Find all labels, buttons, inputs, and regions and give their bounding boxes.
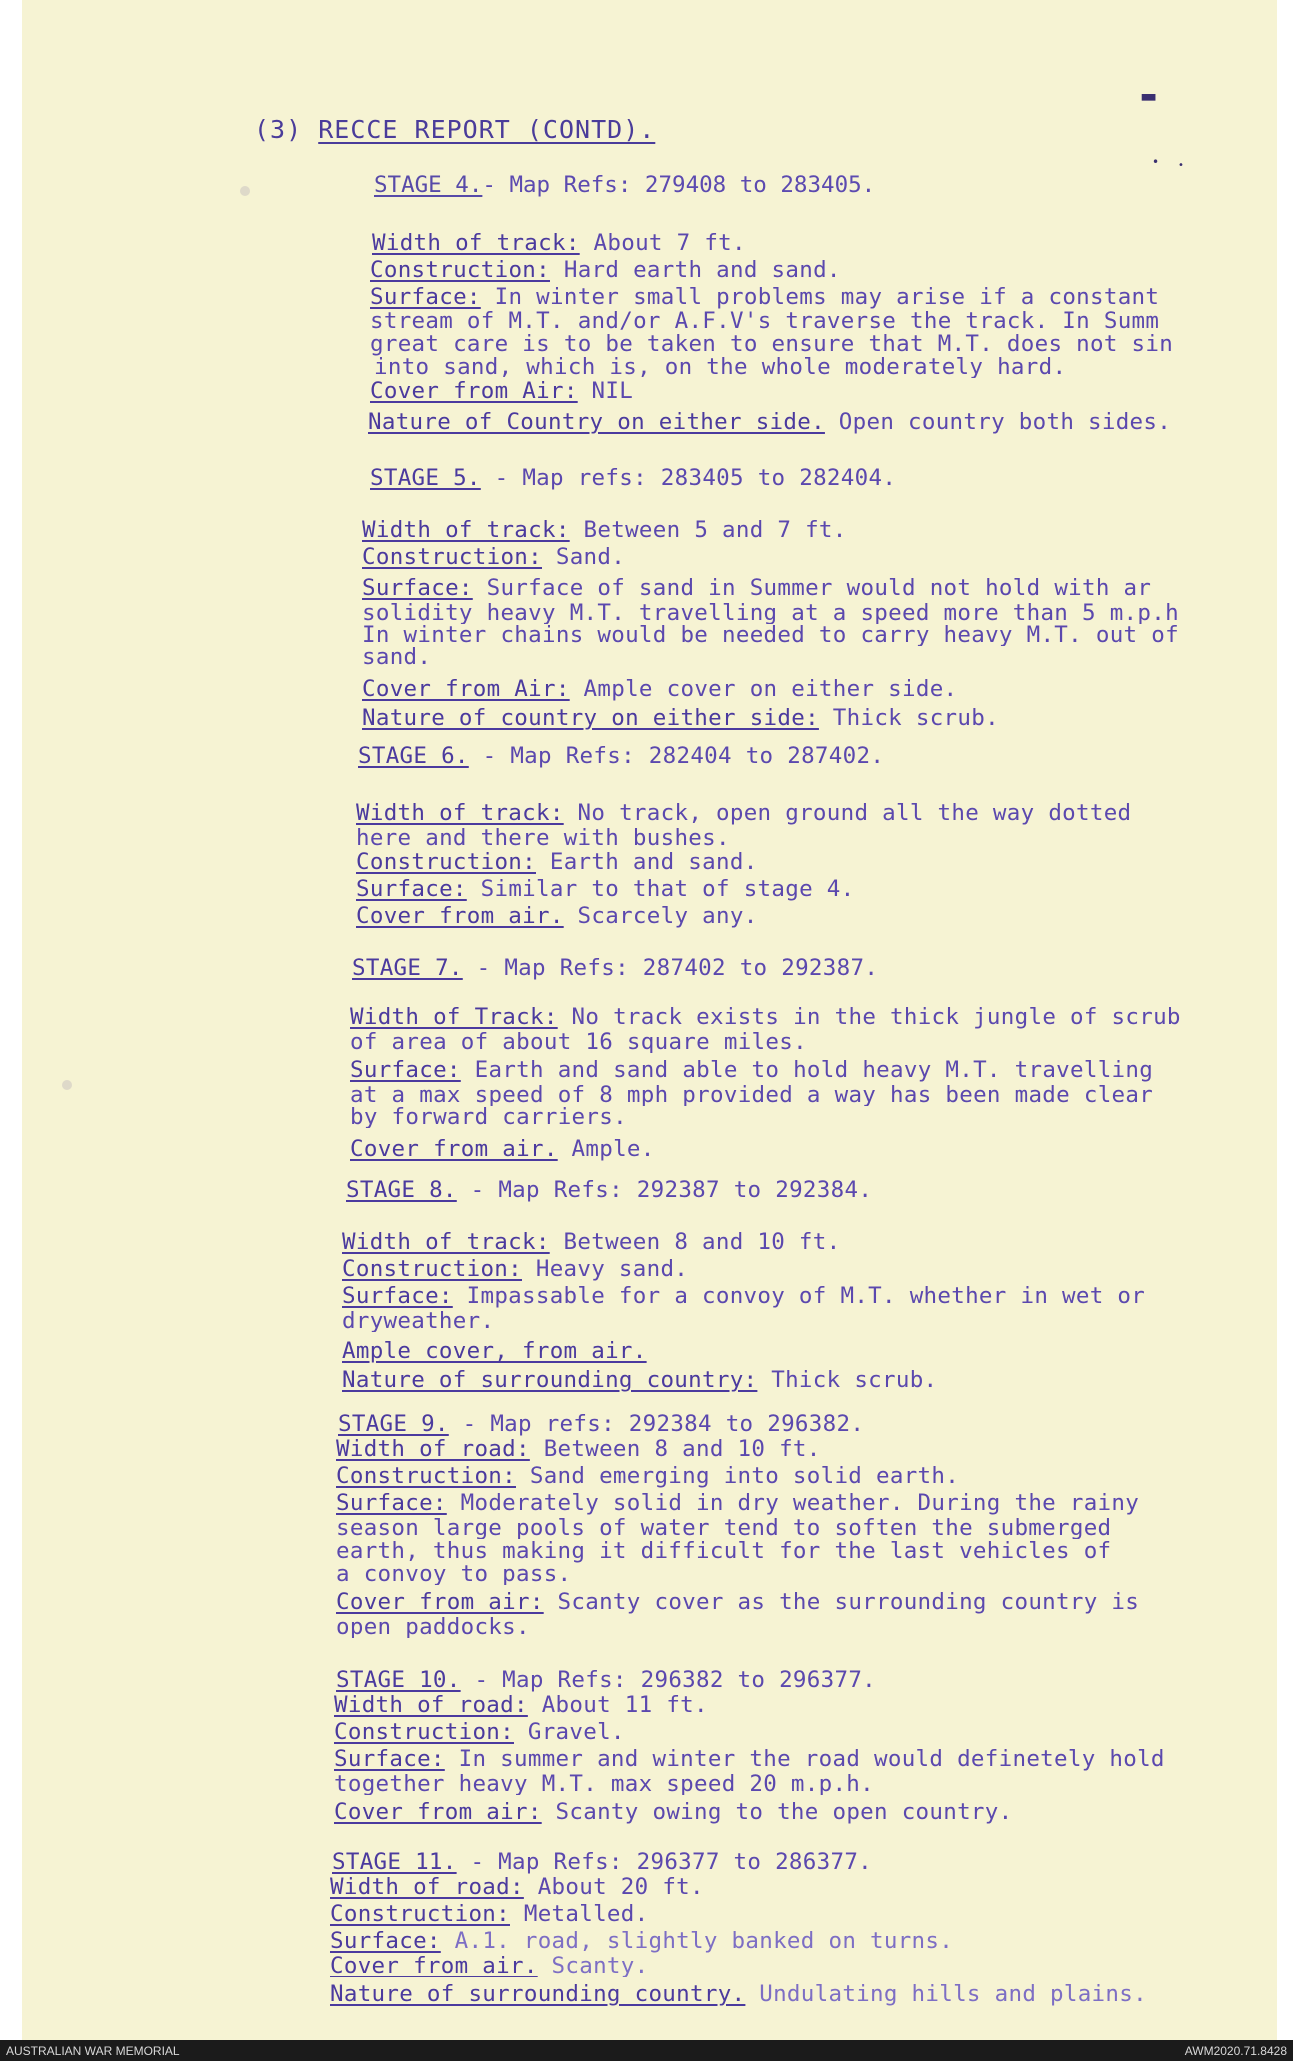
stage-9 bbox=[338, 1411, 1277, 1438]
text-line bbox=[336, 1616, 1277, 1638]
field-label: Surface: bbox=[356, 876, 467, 902]
text-line bbox=[356, 800, 1277, 827]
field-value: Impassable for a convoy of M.T. whether in wet or bbox=[452, 1283, 1146, 1309]
ink-dot: • bbox=[1178, 160, 1184, 171]
stage-5 bbox=[370, 465, 1277, 492]
field-value: About 7 ft. bbox=[579, 230, 746, 256]
field-label: Width of track: bbox=[342, 1229, 550, 1255]
text-line bbox=[342, 1367, 1277, 1394]
field-label: Construction: bbox=[370, 257, 550, 283]
stage-title bbox=[352, 955, 1277, 982]
field-label: Width of road: bbox=[330, 1874, 524, 1900]
text-line bbox=[342, 1256, 1277, 1283]
text-line bbox=[362, 575, 1277, 602]
field-label: Cover from Air: bbox=[370, 378, 578, 404]
field-label: Construction: bbox=[342, 1256, 522, 1282]
stage-refs: - Map Refs: 296382 to 296377. bbox=[460, 1667, 877, 1693]
pen-mark: ▬ bbox=[1140, 86, 1158, 107]
stage-9-body bbox=[336, 1436, 1277, 1638]
text-line bbox=[334, 1799, 1277, 1826]
text-line bbox=[336, 1589, 1277, 1616]
text-line bbox=[330, 1874, 1277, 1901]
stage-label: STAGE 10. bbox=[336, 1667, 461, 1693]
stage-10 bbox=[336, 1667, 1277, 1694]
field-value: by forward carriers. bbox=[350, 1106, 627, 1128]
stage-label: STAGE 8. bbox=[346, 1177, 457, 1203]
stage-title bbox=[374, 172, 1277, 199]
field-value: Scanty owing to the open country. bbox=[541, 1799, 1013, 1825]
field-value: open paddocks. bbox=[336, 1616, 530, 1638]
text-line bbox=[362, 544, 1277, 571]
field-value: a convoy to pass. bbox=[336, 1563, 572, 1585]
field-value: here and there with bushes. bbox=[356, 827, 730, 849]
field-value: Heavy sand. bbox=[522, 1256, 689, 1282]
stage-refs: - Map Refs: 292387 to 292384. bbox=[456, 1177, 873, 1203]
field-label: Cover from air: bbox=[334, 1799, 542, 1825]
field-label: Nature of surrounding country: bbox=[342, 1367, 758, 1393]
field-value: sand. bbox=[362, 646, 432, 668]
field-label: Surface: bbox=[350, 1057, 461, 1083]
text-line bbox=[334, 1773, 1277, 1795]
text-line bbox=[362, 646, 1277, 668]
field-value: solidity heavy M.T. travelling at a speed more than 5 m.p.h bbox=[362, 602, 1179, 624]
text-line bbox=[370, 311, 1277, 332]
field-label: Width of track: bbox=[356, 800, 564, 826]
stage-title bbox=[338, 1411, 1277, 1438]
field-value: season large pools of water tend to soften the submerged bbox=[336, 1517, 1112, 1539]
text-line bbox=[356, 903, 1277, 930]
text-line bbox=[370, 284, 1277, 311]
text-line bbox=[350, 1004, 1277, 1031]
field-label: Construction: bbox=[334, 1719, 514, 1745]
paper-smudge bbox=[62, 1080, 72, 1090]
footer-accession-number: AWM2020.71.8428 bbox=[1184, 2043, 1287, 2058]
text-line bbox=[342, 1310, 1277, 1332]
ink-dot: • bbox=[1152, 155, 1160, 169]
text-line bbox=[350, 1136, 1277, 1163]
report-title: RECCE REPORT (CONTD). bbox=[318, 115, 656, 144]
field-value: Moderately solid in dry weather. During the rainy bbox=[446, 1490, 1140, 1516]
field-label: Ample cover, from air. bbox=[342, 1338, 647, 1364]
field-value: In winter chains would be needed to carry heavy M.T. out of bbox=[362, 624, 1179, 646]
field-value: dryweather. bbox=[342, 1310, 495, 1332]
text-line bbox=[336, 1539, 1277, 1563]
field-value: of area of about 16 square miles. bbox=[350, 1031, 807, 1053]
stage-8-body bbox=[342, 1229, 1277, 1394]
field-value: earth, thus making it difficult for the last vehicles of bbox=[336, 1539, 1112, 1563]
stage-label: STAGE 9. bbox=[338, 1411, 449, 1437]
field-label: Surface: bbox=[342, 1283, 453, 1309]
text-line bbox=[372, 230, 1277, 257]
field-value: Scanty. bbox=[537, 1955, 649, 1977]
stage-11-body bbox=[330, 1874, 1277, 2008]
field-value: Earth and sand. bbox=[536, 849, 758, 875]
stage-label: STAGE 7. bbox=[352, 955, 463, 981]
text-line bbox=[362, 705, 1277, 732]
text-line bbox=[362, 602, 1277, 624]
text-line bbox=[356, 849, 1277, 876]
text-line bbox=[334, 1746, 1277, 1773]
field-label: Cover from Air: bbox=[362, 676, 570, 702]
text-line bbox=[362, 624, 1277, 646]
text-line bbox=[368, 409, 1277, 436]
field-value: Ample. bbox=[557, 1136, 655, 1162]
text-line bbox=[350, 1031, 1277, 1053]
text-line bbox=[336, 1517, 1277, 1539]
field-value: into sand, which is, on the whole moderately hard. bbox=[374, 356, 1067, 378]
text-line bbox=[342, 1338, 1277, 1365]
stage-title bbox=[358, 743, 1277, 770]
field-value: together heavy M.T. max speed 20 m.p.h. bbox=[334, 1773, 874, 1795]
stage-label: STAGE 11. bbox=[332, 1849, 457, 1875]
text-line bbox=[350, 1084, 1277, 1106]
stage-8 bbox=[346, 1177, 1277, 1204]
stage-refs: - Map Refs: 296377 to 286377. bbox=[456, 1849, 873, 1875]
text-line bbox=[350, 1057, 1277, 1084]
field-value: Sand. bbox=[542, 544, 626, 570]
text-line bbox=[336, 1463, 1277, 1490]
field-value: A.1. road, slightly banked on turns. bbox=[440, 1928, 954, 1954]
archive-footer bbox=[0, 2040, 1293, 2061]
typed-report bbox=[22, 0, 1277, 2040]
stage-refs: - Map Refs: 282404 to 287402. bbox=[468, 743, 885, 769]
field-label: Nature of country on either side: bbox=[362, 705, 819, 731]
field-value: Similar to that of stage 4. bbox=[466, 876, 855, 902]
text-line bbox=[336, 1436, 1277, 1463]
field-value: at a max speed of 8 mph provided a way has been made clear bbox=[350, 1084, 1154, 1106]
stage-10-body bbox=[334, 1692, 1277, 1826]
field-value: About 11 ft. bbox=[527, 1692, 708, 1718]
document-page bbox=[22, 0, 1277, 2040]
field-value: Ample cover on either side. bbox=[569, 676, 958, 702]
field-label: Construction: bbox=[356, 849, 536, 875]
stage-6-body bbox=[356, 800, 1277, 930]
field-value: No track exists in the thick jungle of scrub bbox=[557, 1004, 1181, 1030]
stage-label: STAGE 6. bbox=[358, 743, 469, 769]
text-line bbox=[336, 1563, 1277, 1585]
stage-11 bbox=[332, 1849, 1277, 1876]
field-value: Between 5 and 7 ft. bbox=[569, 517, 847, 543]
field-label: Width of track: bbox=[372, 230, 580, 256]
field-label: Cover from air. bbox=[330, 1955, 538, 1977]
field-value: Hard earth and sand. bbox=[550, 257, 841, 283]
field-value: Scanty cover as the surrounding country is bbox=[543, 1589, 1140, 1615]
stage-7-body bbox=[350, 1004, 1277, 1163]
field-label: Cover from air. bbox=[356, 903, 564, 929]
paper-smudge bbox=[240, 186, 250, 196]
stage-refs: - Map refs: 292384 to 296382. bbox=[448, 1411, 865, 1437]
field-label: Width of Track: bbox=[350, 1004, 558, 1030]
field-value: Open country both sides. bbox=[824, 409, 1172, 435]
field-label: Construction: bbox=[362, 544, 542, 570]
field-value: In winter small problems may arise if a constant bbox=[480, 284, 1160, 310]
text-line bbox=[356, 827, 1277, 849]
text-line bbox=[374, 356, 1277, 378]
field-value: Earth and sand able to hold heavy M.T. travelling bbox=[460, 1057, 1154, 1083]
stage-title bbox=[336, 1667, 1277, 1694]
text-line bbox=[342, 1283, 1277, 1310]
stage-refs: - Map Refs: 287402 to 292387. bbox=[462, 955, 879, 981]
stage-label: STAGE 4. bbox=[374, 172, 483, 198]
text-line bbox=[370, 378, 1277, 405]
stage-5-body bbox=[362, 517, 1277, 732]
text-line bbox=[370, 332, 1277, 356]
field-label: Surface: bbox=[336, 1490, 447, 1516]
report-number: (3) bbox=[254, 115, 303, 144]
text-line bbox=[350, 1106, 1277, 1128]
report-heading bbox=[254, 115, 655, 144]
text-line bbox=[370, 257, 1277, 284]
text-line bbox=[330, 1928, 1277, 1955]
field-label: Surface: bbox=[334, 1746, 445, 1772]
field-value: About 20 ft. bbox=[523, 1874, 704, 1900]
field-label: Cover from air. bbox=[350, 1136, 558, 1162]
field-label: Width of track: bbox=[362, 517, 570, 543]
stage-title bbox=[370, 465, 1277, 492]
field-value: great care is to be taken to ensure that M.T. does not sin bbox=[370, 332, 1174, 356]
field-value: Between 8 and 10 ft. bbox=[529, 1436, 821, 1462]
field-value: NIL bbox=[577, 378, 634, 404]
field-label: Nature of Country on either side. bbox=[368, 409, 825, 435]
field-label: Surface: bbox=[362, 575, 473, 601]
field-label: Width of road: bbox=[336, 1436, 530, 1462]
field-label: Cover from air: bbox=[336, 1589, 544, 1615]
field-label: Surface: bbox=[370, 284, 481, 310]
text-line bbox=[334, 1719, 1277, 1746]
field-value: Scarcely any. bbox=[563, 903, 758, 929]
stage-4 bbox=[374, 172, 1277, 219]
text-line bbox=[330, 1901, 1277, 1928]
footer-institution: AUSTRALIAN WAR MEMORIAL bbox=[6, 2043, 180, 2058]
text-line bbox=[342, 1229, 1277, 1256]
field-label: Width of road: bbox=[334, 1692, 528, 1718]
text-line bbox=[330, 1981, 1277, 2008]
field-value: Thick scrub. bbox=[818, 705, 999, 731]
field-label: Nature of surrounding country. bbox=[330, 1981, 746, 2007]
text-line bbox=[362, 517, 1277, 544]
stage-title bbox=[332, 1849, 1277, 1876]
field-value: Between 8 and 10 ft. bbox=[549, 1229, 841, 1255]
field-value: stream of M.T. and/or A.F.V's traverse the track. In Summ bbox=[370, 311, 1160, 332]
field-value: Metalled. bbox=[510, 1901, 649, 1927]
stage-6 bbox=[358, 743, 1277, 770]
text-line bbox=[356, 876, 1277, 903]
field-value: In summer and winter the road would definetely hold bbox=[444, 1746, 1165, 1772]
field-value: Gravel. bbox=[514, 1719, 625, 1745]
stage-refs: - Map refs: 283405 to 282404. bbox=[480, 465, 897, 491]
field-value: Surface of sand in Summer would not hold with ar bbox=[472, 575, 1152, 601]
field-value: Sand emerging into solid earth. bbox=[516, 1463, 960, 1489]
text-line bbox=[330, 1955, 1277, 1977]
text-line bbox=[336, 1490, 1277, 1517]
stage-label: STAGE 5. bbox=[370, 465, 481, 491]
field-value: No track, open ground all the way dotted bbox=[563, 800, 1132, 826]
field-label: Construction: bbox=[336, 1463, 516, 1489]
text-line bbox=[362, 676, 1277, 703]
stage-7 bbox=[352, 955, 1277, 982]
stage-refs: - Map Refs: 279408 to 283405. bbox=[482, 172, 876, 198]
text-line bbox=[334, 1692, 1277, 1719]
field-value: Thick scrub. bbox=[757, 1367, 938, 1393]
field-label: Construction: bbox=[330, 1901, 510, 1927]
stage-4-body bbox=[368, 230, 1277, 436]
stage-title bbox=[346, 1177, 1277, 1204]
field-value: Undulating hills and plains. bbox=[745, 1981, 1147, 2007]
field-label: Surface: bbox=[330, 1928, 441, 1954]
